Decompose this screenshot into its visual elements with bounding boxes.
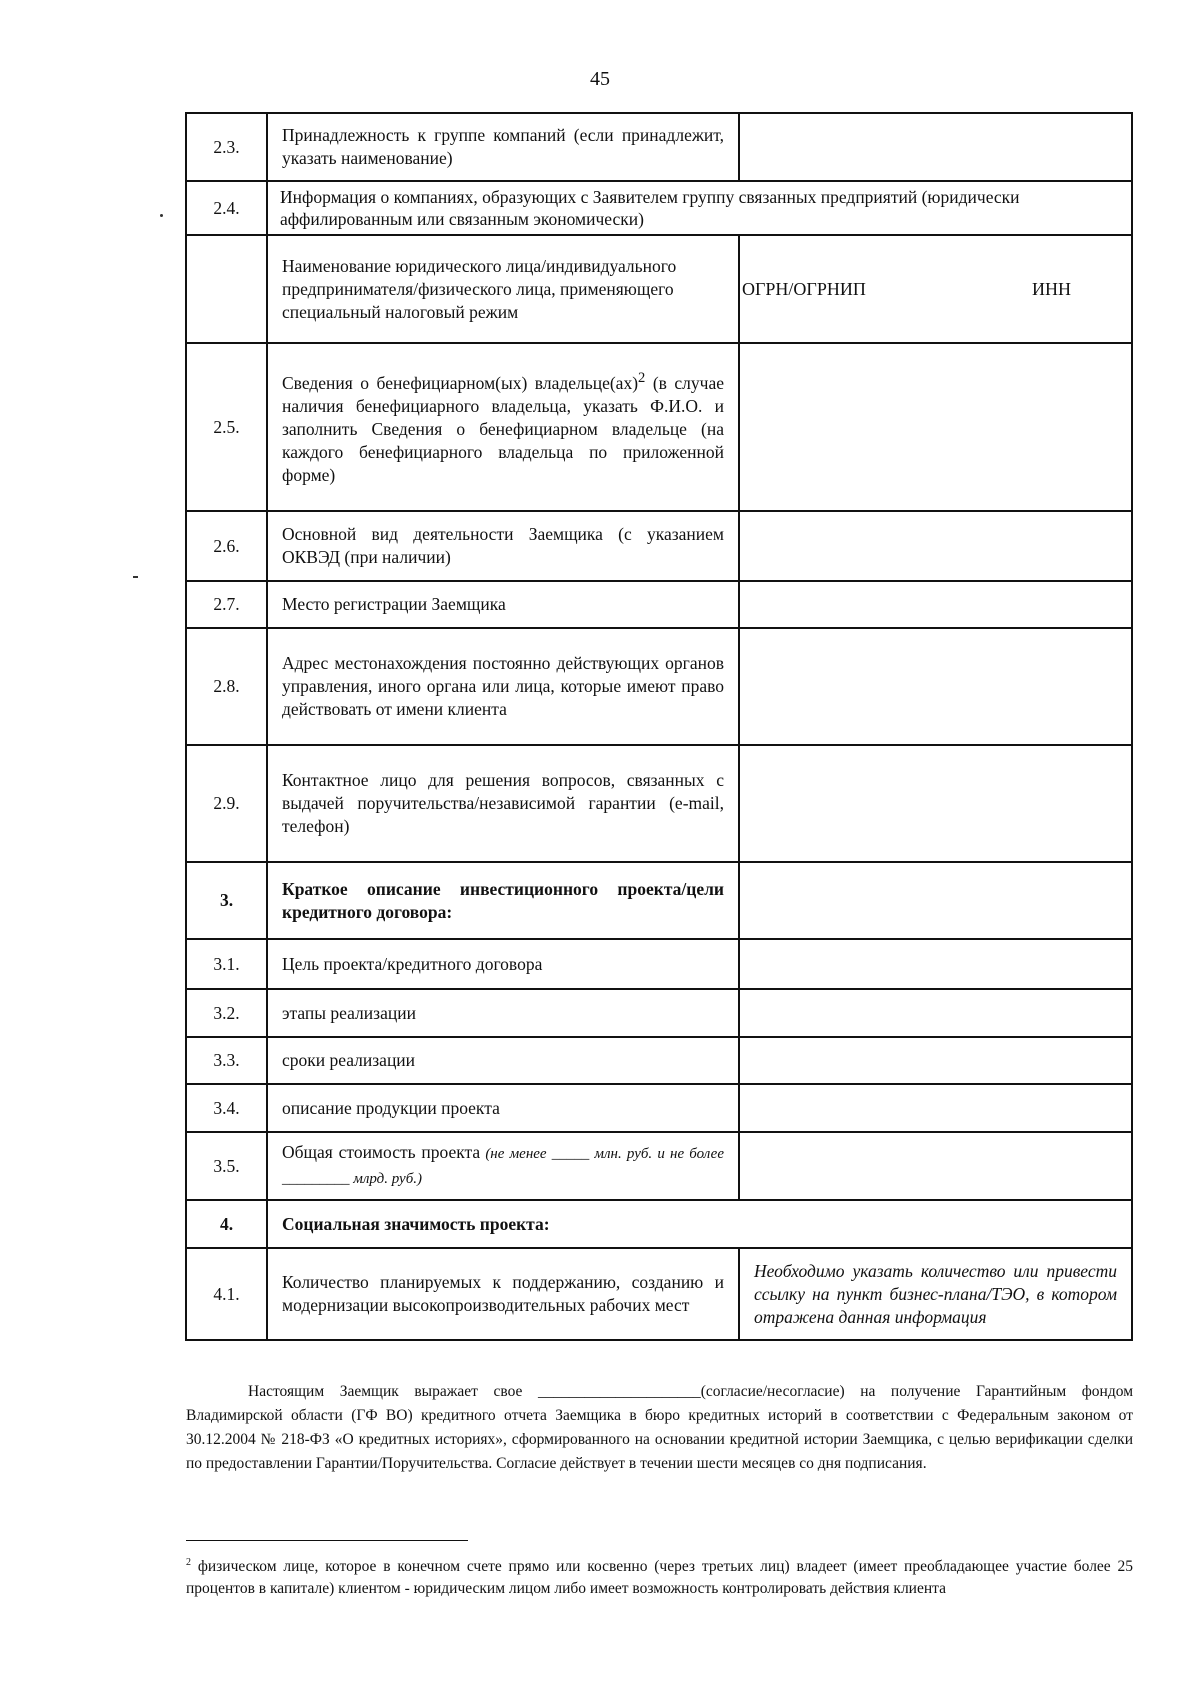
row-number: 3.1. — [186, 939, 267, 989]
row-label: Количество планируемых к поддержанию, созданию и модернизации высокопроизводительных рабочих мест — [267, 1248, 739, 1340]
value-cell[interactable] — [739, 1084, 1132, 1132]
footnote-ref: 2 — [638, 370, 646, 387]
row-number: 2.9. — [186, 745, 267, 862]
row-label — [267, 343, 739, 511]
table-row — [186, 343, 1132, 511]
value-cell[interactable] — [739, 511, 1132, 581]
application-form-table — [185, 112, 1133, 1341]
table-row — [186, 1200, 1132, 1248]
row-label — [267, 1132, 739, 1200]
table-row — [186, 181, 1132, 235]
table-row — [186, 1248, 1132, 1340]
ogrn-header: ОГРН/ОГРНИП — [742, 278, 866, 299]
scan-speck — [160, 214, 163, 217]
row-number — [186, 235, 267, 343]
value-cell[interactable] — [739, 1037, 1132, 1084]
footnote-text: физическом лице, которое в конечном счете прямо или косвенно (через третьих лиц) владеет (имеет преобладающее участие более 25 процентов в капитале) клиентом - юридическим лицом либо имеет возможность контролировать действия клиента — [186, 1558, 1134, 1598]
row-label: описание продукции проекта — [267, 1084, 739, 1132]
row-label: сроки реализации — [267, 1037, 739, 1084]
consent-paragraph: Настоящим Заемщик выражает свое _____________________(согласие/несогласие) на получение Гарантийным фондом Владимирской области (ГФ ВО) кредитного отчета Заемщика в бюро кредитных историй в соответствии с Федеральным законом от 30.12.2004 № 218-ФЗ «О кредитных историях», сформированного на основании кредитной истории Заемщика, с целью верификации сделки по предоставлении Гарантии/Поручительства. Согласие действует в течении шести месяцев со дня подписания. — [186, 1383, 1133, 1472]
value-cell[interactable] — [739, 581, 1132, 628]
row-number: 3.3. — [186, 1037, 267, 1084]
value-cell[interactable] — [739, 989, 1132, 1037]
instruction-note: Необходимо указать количество или привести ссылку на пункт бизнес-плана/ТЭО, в котором отражена данная информация — [739, 1248, 1132, 1340]
value-cell[interactable] — [739, 113, 1132, 181]
row-number: 2.4. — [186, 181, 267, 235]
table-row — [186, 989, 1132, 1037]
row-label: Наименование юридического лица/индивидуального предпринимателя/физического лица, применяющего специальный налоговый режим — [267, 235, 739, 343]
table-row — [186, 628, 1132, 745]
section-title: Краткое описание инвестиционного проекта/цели кредитного договора: — [267, 862, 739, 939]
value-cell[interactable] — [739, 1132, 1132, 1200]
table-row — [186, 235, 1132, 343]
row-label: Основной вид деятельности Заемщика (с указанием ОКВЭД (при наличии) — [267, 511, 739, 581]
row-number: 3.2. — [186, 989, 267, 1037]
section-number: 4. — [186, 1200, 267, 1248]
footnote — [186, 1552, 1133, 1600]
row-number: 2.3. — [186, 113, 267, 181]
row-number: 2.7. — [186, 581, 267, 628]
row-label: Место регистрации Заемщика — [267, 581, 739, 628]
table-row — [186, 745, 1132, 862]
section-number: 3. — [186, 862, 267, 939]
footnote-divider — [186, 1540, 468, 1541]
table-row — [186, 511, 1132, 581]
table-row — [186, 1132, 1132, 1200]
row-label: Адрес местонахождения постоянно действующих органов управления, иного органа или лица, которые имеют право действовать от имени клиента — [267, 628, 739, 745]
table-row — [186, 939, 1132, 989]
row-number: 3.5. — [186, 1132, 267, 1200]
row-label: Контактное лицо для решения вопросов, связанных с выдачей поручительства/независимой гарантии (e-mail, телефон) — [267, 745, 739, 862]
row-label-rest: (в случае наличия бенефициарного владельца, указать Ф.И.О. и заполнить Сведения о бенефициарном владельце (на каждого бенефициарного владельца по приложенной форме) — [282, 372, 724, 485]
row-label: Информация о компаниях, образующих с Заявителем группу связанных предприятий (юридически аффилированным или связанным экономически) — [267, 181, 1132, 235]
scan-mark — [133, 576, 138, 578]
row-label: Принадлежность к группе компаний (если принадлежит, указать наименование) — [267, 113, 739, 181]
row-label-main: Сведения о бенефициарном(ых) владельце(ах) — [282, 372, 639, 393]
section-title: Социальная значимость проекта: — [267, 1200, 1132, 1248]
table-row — [186, 862, 1132, 939]
table-row — [186, 1037, 1132, 1084]
column-headers — [739, 235, 1132, 343]
row-label-main: Общая стоимость проекта — [282, 1142, 481, 1162]
row-number: 4.1. — [186, 1248, 267, 1340]
row-label: этапы реализации — [267, 989, 739, 1037]
row-label: Цель проекта/кредитного договора — [267, 939, 739, 989]
page-number: 45 — [590, 68, 610, 90]
row-number: 2.8. — [186, 628, 267, 745]
value-cell[interactable] — [739, 343, 1132, 511]
row-number: 2.6. — [186, 511, 267, 581]
table-row — [186, 1084, 1132, 1132]
row-number: 3.4. — [186, 1084, 267, 1132]
table-row — [186, 113, 1132, 181]
inn-header: ИНН — [1032, 278, 1071, 299]
value-cell[interactable] — [739, 939, 1132, 989]
cost-range-note: (не менее _____ млн. руб. и не более _________ млрд. руб.) — [282, 1146, 724, 1187]
value-cell[interactable] — [739, 862, 1132, 939]
table-row — [186, 581, 1132, 628]
value-cell[interactable] — [739, 628, 1132, 745]
value-cell[interactable] — [739, 745, 1132, 862]
row-number: 2.5. — [186, 343, 267, 511]
footnote-mark: 2 — [186, 1557, 191, 1568]
